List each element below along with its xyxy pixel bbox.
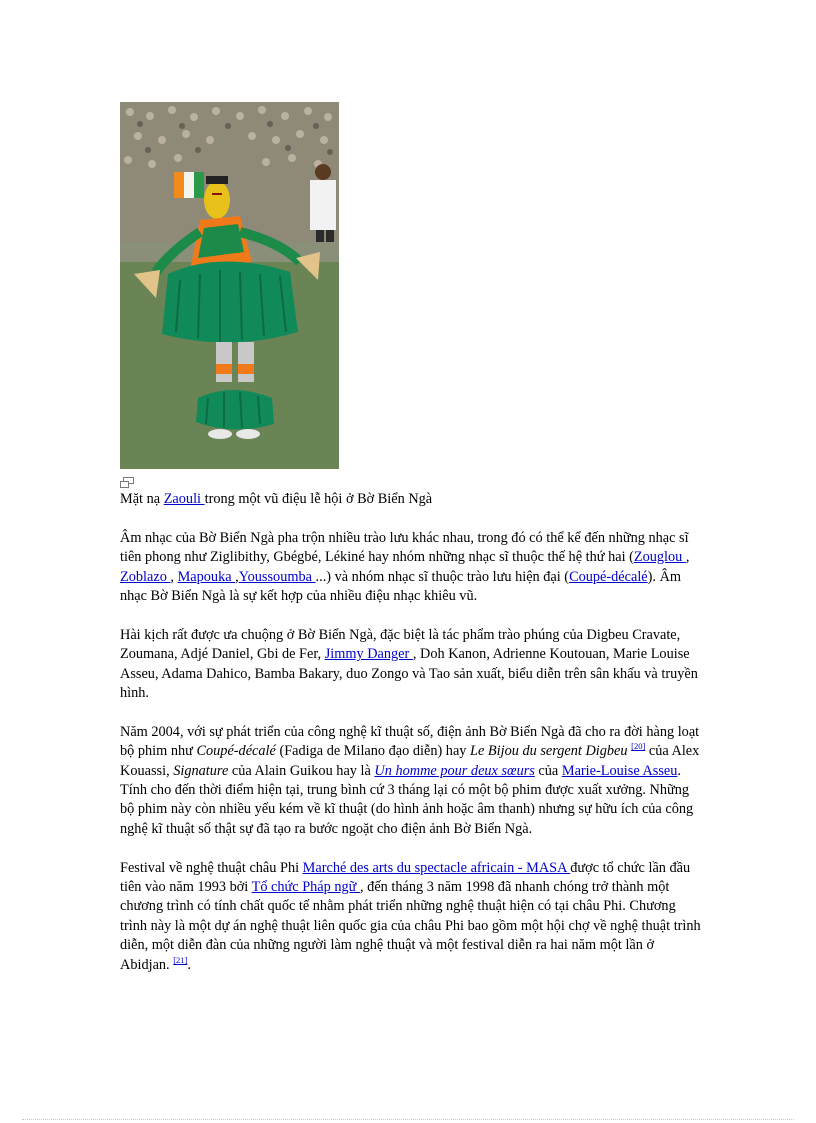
marie-louise-asseu-link[interactable]: Marie-Louise Asseu — [561, 762, 678, 779]
paragraph-festival — [120, 859, 704, 975]
masa-link[interactable]: Marché des arts du spectacle africain - MASA — [302, 859, 571, 876]
text-segment: Hài kịch rất được ưa chuộng ở Bờ Biển Ngà, đặc biệt là tác phẩm trào phúng của Digbeu Cravate, Zoumana, Adjé Daniel, Gbi de Fer, — [120, 626, 681, 663]
coupe-decale-link[interactable]: Coupé-décalé — [569, 568, 648, 585]
text-segment: . — [187, 956, 191, 973]
text-segment: Âm nhạc của Bờ Biển Ngà pha trộn nhiều trào lưu khác nhau, trong đó có thể kể đến những nhạc sĩ tiên phong như Ziglibithy, Gbégbé, Lékiné hay nhóm những nhạc sĩ thuộc thế hệ thứ hai ( — [120, 529, 689, 566]
text-segment: (Fadiga de Milano đạo diễn) hay — [275, 743, 471, 760]
text-segment: của — [534, 762, 562, 779]
mapouka-link[interactable]: Mapouka — [177, 568, 236, 585]
dancer-illustration — [120, 102, 339, 469]
reference-21-link[interactable]: [21] — [173, 954, 188, 965]
paragraph-cinema — [120, 723, 704, 839]
paragraph-comedy — [120, 626, 704, 704]
text-segment: của Alain Guikou hay là — [228, 762, 375, 779]
document-page — [120, 102, 704, 975]
reference-20-link[interactable]: [20] — [631, 741, 646, 752]
zaouli-link[interactable]: Zaouli — [163, 491, 205, 507]
caption-text-end: trong một vũ điệu lễ hội ở Bờ Biển Ngà — [204, 491, 433, 507]
text-segment: ). Âm nhạc Bờ Biển Ngà là sự kết hợp của nhiều điệu nhạc khiêu vũ. — [120, 568, 682, 605]
text-segment: được tổ chức lần đầu tiên vào năm 1993 bởi — [120, 859, 691, 896]
figure-caption — [120, 490, 704, 509]
text-segment: của Alex Kouassi, — [120, 743, 700, 779]
un-homme-pour-deux-soeurs-link[interactable] — [374, 763, 534, 779]
text-segment: , — [235, 568, 239, 585]
enlarge-icon[interactable] — [120, 477, 134, 488]
zaouli-dancer-photo — [120, 102, 339, 469]
text-segment: . Tính cho đến thời điểm hiện tại, trung bình cứ 3 tháng lại có một bộ phim được xuất xưởng. Những bộ phim này còn nhiều yếu kém về kĩ thuật (do hình ảnh hoặc âm thanh) nhưng sự hữu ích của công nghệ kĩ thuật số thật sự đã tạo ra bước ngoặt cho điện ảnh Bờ Biển Ngà. — [120, 762, 694, 837]
zouglou-link[interactable]: Zouglou — [633, 549, 686, 566]
film-title-le-bijou: Le Bijou du sergent Digbeu — [470, 743, 628, 760]
caption-text: Mặt nạ — [120, 491, 164, 507]
text-segment: , Doh Kanon, Adrienne Koutouan, Marie Louise Asseu, Adama Dahico, Bamba Bakary, duo Zongo và Tao sản xuất, biểu diễn trên sân khấu và truyền hình. — [120, 646, 698, 702]
text-segment: , — [685, 549, 690, 566]
text-segment: , đến tháng 3 năm 1998 đã nhanh chóng trở thành một chương trình có tính chất quốc tế nhằm phát triển những nghệ thuật hiện có tại châu Phi. Chương trình này là một dự án nghệ thuật liên quốc gia của châu Phi bao gồm một hội chợ về nghệ thuật trình diễn, một diễn đàn của những người làm nghệ thuật và một festival diễn ra hai năm một lần ở Abidjan. — [120, 879, 701, 973]
text-segment: ...) và nhóm nhạc sĩ thuộc trào lưu hiện đại ( — [315, 568, 570, 585]
text-segment: Năm 2004, với sự phát triển của công nghệ kĩ thuật số, điện ảnh Bờ Biển Ngà đã cho ra đời hàng loạt bộ phim như — [120, 723, 700, 760]
jimmy-danger-link[interactable]: Jimmy Danger — [324, 646, 413, 663]
page-bottom-divider — [22, 1119, 794, 1120]
text-segment: Festival về nghệ thuật châu Phi — [120, 859, 303, 876]
film-title-signature: Signature — [173, 762, 229, 779]
film-title-coupe-decale: Coupé-décalé — [196, 743, 276, 760]
zoblazo-link[interactable]: Zoblazo — [120, 568, 171, 585]
film-title-un-homme: Un homme pour deux sœurs — [374, 762, 535, 779]
text-segment: , — [170, 568, 178, 585]
youssoumba-link[interactable]: Youssoumba — [238, 568, 316, 585]
to-chuc-phap-ngu-link[interactable]: Tổ chức Pháp ngữ — [251, 879, 361, 896]
paragraph-music — [120, 529, 704, 607]
